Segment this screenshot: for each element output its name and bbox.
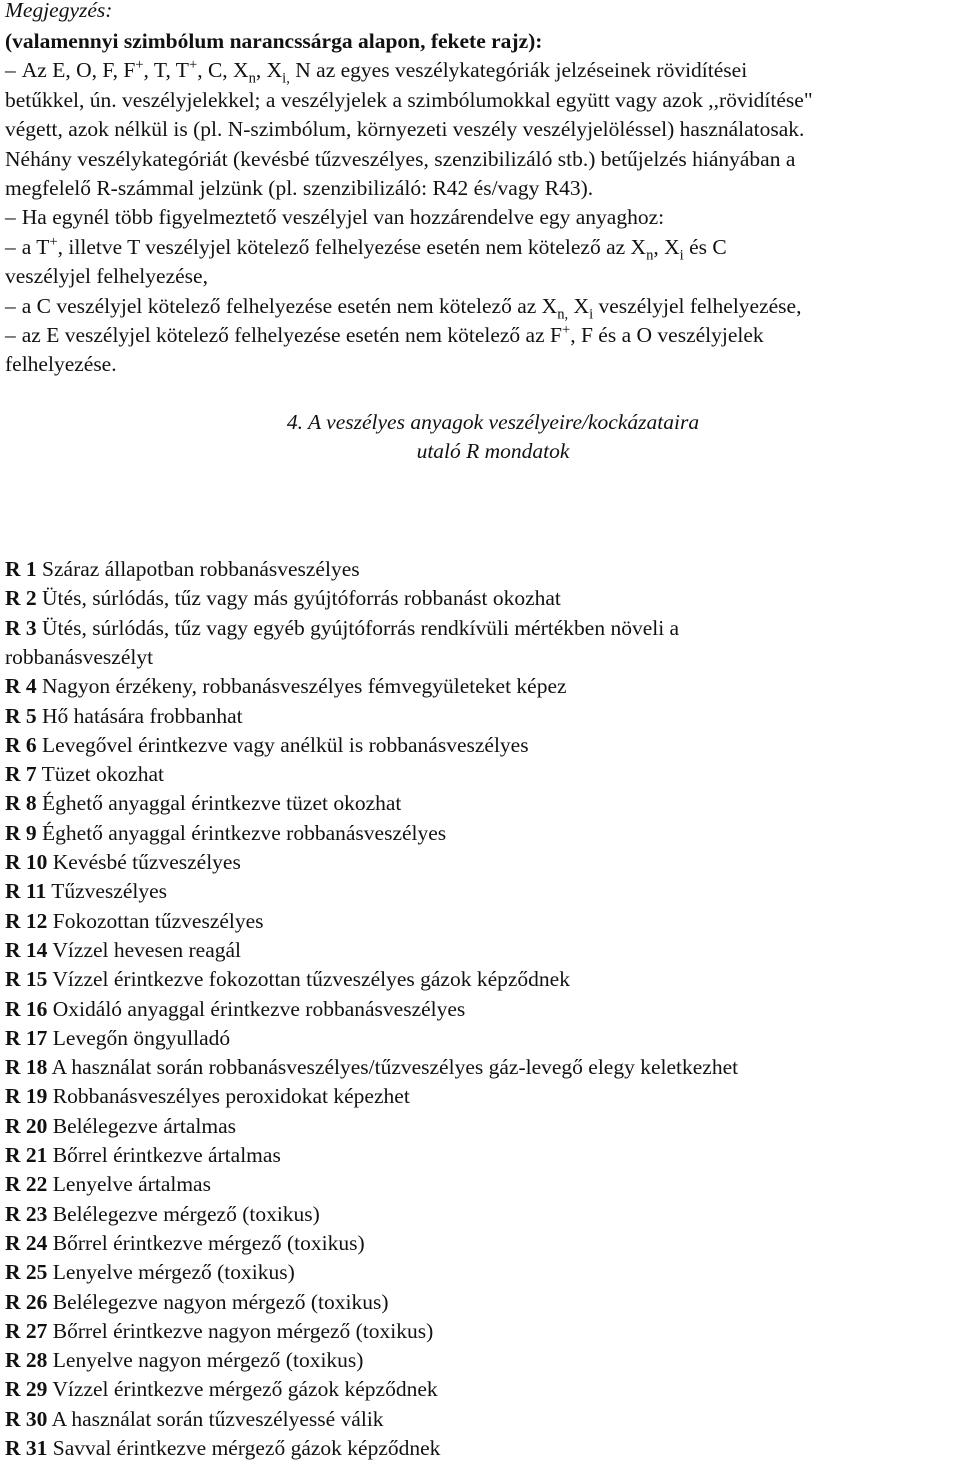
note-line-6: – Ha egynél több figyelmeztető veszélyjel van hozzárendelve egy anyaghoz: [5,205,665,229]
r-phrase-item [5,1200,320,1229]
r-phrase-code: R 28 [5,1348,48,1373]
r-phrase-text: Vízzel érintkezve mérgező gázok képződnek [52,1377,438,1402]
r-phrase-code: R 11 [5,879,47,904]
r-phrase-item [5,965,570,994]
r-phrase-item [5,760,164,789]
r-phrase-text: Bőrrel érintkezve mérgező (toxikus) [52,1230,365,1255]
r-phrase-text: Vízzel hevesen reagál [52,937,242,962]
r-phrase-code: R 24 [5,1230,48,1255]
note-line-11: felhelyezése. [5,352,117,376]
r-phrase-item [5,995,465,1024]
r-phrase-text: Fokozottan tűzveszélyes [52,908,264,933]
r-phrase-text: robbanásveszélyt [5,644,154,669]
note-line-1: – Az E, O, F, F+, T, T+, C, $X_n$, $X_{i,}$ N az egyes veszélykategóriák jelzéseinek rövidítései [5,56,748,87]
r-phrase-item [5,1229,365,1258]
r-phrase-item [5,555,360,584]
r-phrase-text: Levegőn öngyulladó [52,1025,231,1050]
r-phrase-code: R 31 [5,1436,48,1460]
r-phrase-text: Belélegezve nagyon mérgező (toxikus) [52,1289,389,1314]
r-phrase-code: R 27 [5,1318,48,1343]
r-phrase-code: R 15 [5,967,48,992]
r-phrase-code: R 12 [5,908,48,933]
r-phrase-code: R 4 [5,674,37,699]
r-phrase-code: R 30 [5,1406,48,1431]
note-line-5: megfelelő R-számmal jelzünk (pl. szenzibilizáló: R42 és/vagy R43). [5,176,594,200]
note-line-8: veszélyjel felhelyezése, [5,264,208,288]
r-phrase-item [5,731,529,760]
r-phrase-code: R 16 [5,996,48,1021]
r-phrase-item [5,789,401,818]
r-phrase-item [5,614,679,643]
r-phrase-text: Levegővel érintkezve vagy anélkül is robbanásveszélyes [42,732,529,757]
r-phrase-code: R 10 [5,850,48,874]
r-phrase-item [5,907,264,936]
r-phrase-item [5,643,153,672]
r-phrase-item [5,1053,738,1082]
r-phrase-item [5,1346,363,1375]
r-phrase-text: Bőrrel érintkezve ártalmas [52,1143,281,1167]
r-phrase-item [5,1288,389,1317]
note-line-3: végett, azok nélkül is (pl. N-szimbólum, környezeti veszély veszélyjelöléssel) használatosak. [5,117,805,141]
note-line-7: – a T+, illetve T veszélyjel kötelező felhelyezése esetén nem kötelező az $X_n$, $X_i$ és C [5,233,727,264]
r-phrase-code: R 14 [5,937,48,962]
r-phrase-text: Savval érintkezve mérgező gázok képződnek [52,1436,441,1460]
r-phrase-item [5,1317,433,1346]
r-phrase-code: R 17 [5,1025,48,1050]
r-phrase-text: Oxidáló anyaggal érintkezve robbanásveszélyes [52,996,466,1021]
r-phrase-item [5,702,243,731]
r-phrase-code: R 23 [5,1201,48,1226]
r-phrase-text: A használat során robbanásveszélyes/tűzveszélyes gáz-levegő elegy keletkezhet [51,1055,739,1080]
r-phrase-text: Vízzel érintkezve fokozottan tűzveszélyes gázok képződnek [52,967,570,992]
r-phrase-code: R 19 [5,1084,48,1109]
r-phrase-item [5,1024,230,1053]
r-phrase-text: Tüzet okozhat [41,762,165,787]
r-phrase-code: R 8 [5,791,37,816]
r-phrase-text: Éghető anyaggal érintkezve tüzet okozhat [42,791,402,816]
note-heading: Megjegyzés: [5,0,113,22]
r-phrase-text: Tűzveszélyes [51,879,168,904]
r-phrase-text: Lenyelve mérgező (toxikus) [52,1260,295,1285]
r-phrase-code: R 18 [5,1055,48,1080]
r-phrase-text: Belélegezve mérgező (toxikus) [52,1201,320,1226]
r-phrase-code: R 9 [5,820,37,845]
r-phrase-item [5,819,446,848]
r-phrase-code: R 29 [5,1377,48,1402]
r-phrase-text: Hő hatására frobbanhat [42,703,243,728]
r-phrase-code: R 7 [5,762,37,787]
note-line-9: – a C veszélyjel kötelező felhelyezése esetén nem kötelező az $X_{n,}$ $X_i$ veszélyjel felhelyezése, [5,294,802,323]
r-phrase-text: A használat során tűzveszélyessé válik [51,1406,384,1431]
r-phrase-item [5,1258,295,1287]
r-phrase-item [5,1170,211,1199]
r-phrase-item [5,1375,438,1404]
note-line-4: Néhány veszélykategóriát (kevésbé tűzveszélyes, szenzibilizáló stb.) betűjelzés hiányában a [5,147,796,171]
r-phrase-text: Száraz állapotban robbanásveszélyes [42,557,360,581]
r-phrase-code: R 5 [5,703,37,728]
r-phrase-item [5,1141,281,1170]
r-phrase-text: Bőrrel érintkezve nagyon mérgező (toxikus) [52,1318,434,1343]
section-title-line-2: utaló R mondatok [416,439,570,463]
r-phrase-text: Lenyelve nagyon mérgező (toxikus) [52,1348,364,1373]
r-phrase-text: Robbanásveszélyes peroxidokat képezhet [52,1084,410,1109]
r-phrase-item [5,936,241,965]
note-line-2: betűkkel, ún. veszélyjelekkel; a veszélyjelek a szimbólumokkal együtt vagy azok ,,rövidítése" [5,88,813,112]
r-phrase-code: R 22 [5,1172,48,1197]
r-phrase-text: Lenyelve ártalmas [52,1172,211,1197]
r-phrase-text: Belélegezve ártalmas [52,1113,237,1138]
r-phrase-item [5,1112,236,1141]
r-phrase-text: Ütés, súrlódás, tűz vagy egyéb gyújtóforrás rendkívüli mértékben növeli a [42,615,680,640]
r-phrase-text: Nagyon érzékeny, robbanásveszélyes fémvegyületeket képez [42,674,567,699]
r-phrase-item [5,877,167,906]
r-phrase-item [5,848,241,877]
r-phrase-item [5,584,561,613]
r-phrase-code: R 1 [5,557,37,581]
r-phrase-text: Kevésbé tűzveszélyes [52,850,241,874]
r-phrase-code: R 2 [5,586,37,611]
r-phrase-item [5,1405,384,1434]
r-phrase-code: R 21 [5,1143,48,1167]
section-title-line-1: 4. A veszélyes anyagok veszélyeire/kockázataira [286,410,700,434]
r-phrase-code: R 3 [5,615,37,640]
r-phrase-text: Ütés, súrlódás, tűz vagy más gyújtóforrás robbanást okozhat [42,586,561,611]
r-phrase-item [5,1434,440,1463]
r-phrase-code: R 6 [5,732,37,757]
r-phrase-code: R 20 [5,1113,48,1138]
r-phrase-code: R 26 [5,1289,48,1314]
note-subheading: (valamennyi szimbólum narancssárga alapon, fekete rajz): [5,29,543,53]
r-phrase-code: R 25 [5,1260,48,1285]
r-phrase-text: Éghető anyaggal érintkezve robbanásveszélyes [42,820,447,845]
note-line-10: – az E veszélyjel kötelező felhelyezése esetén nem kötelező az F+, F és a O veszélyjelek [5,321,764,347]
r-phrase-item [5,1082,410,1111]
r-phrase-item [5,672,567,701]
